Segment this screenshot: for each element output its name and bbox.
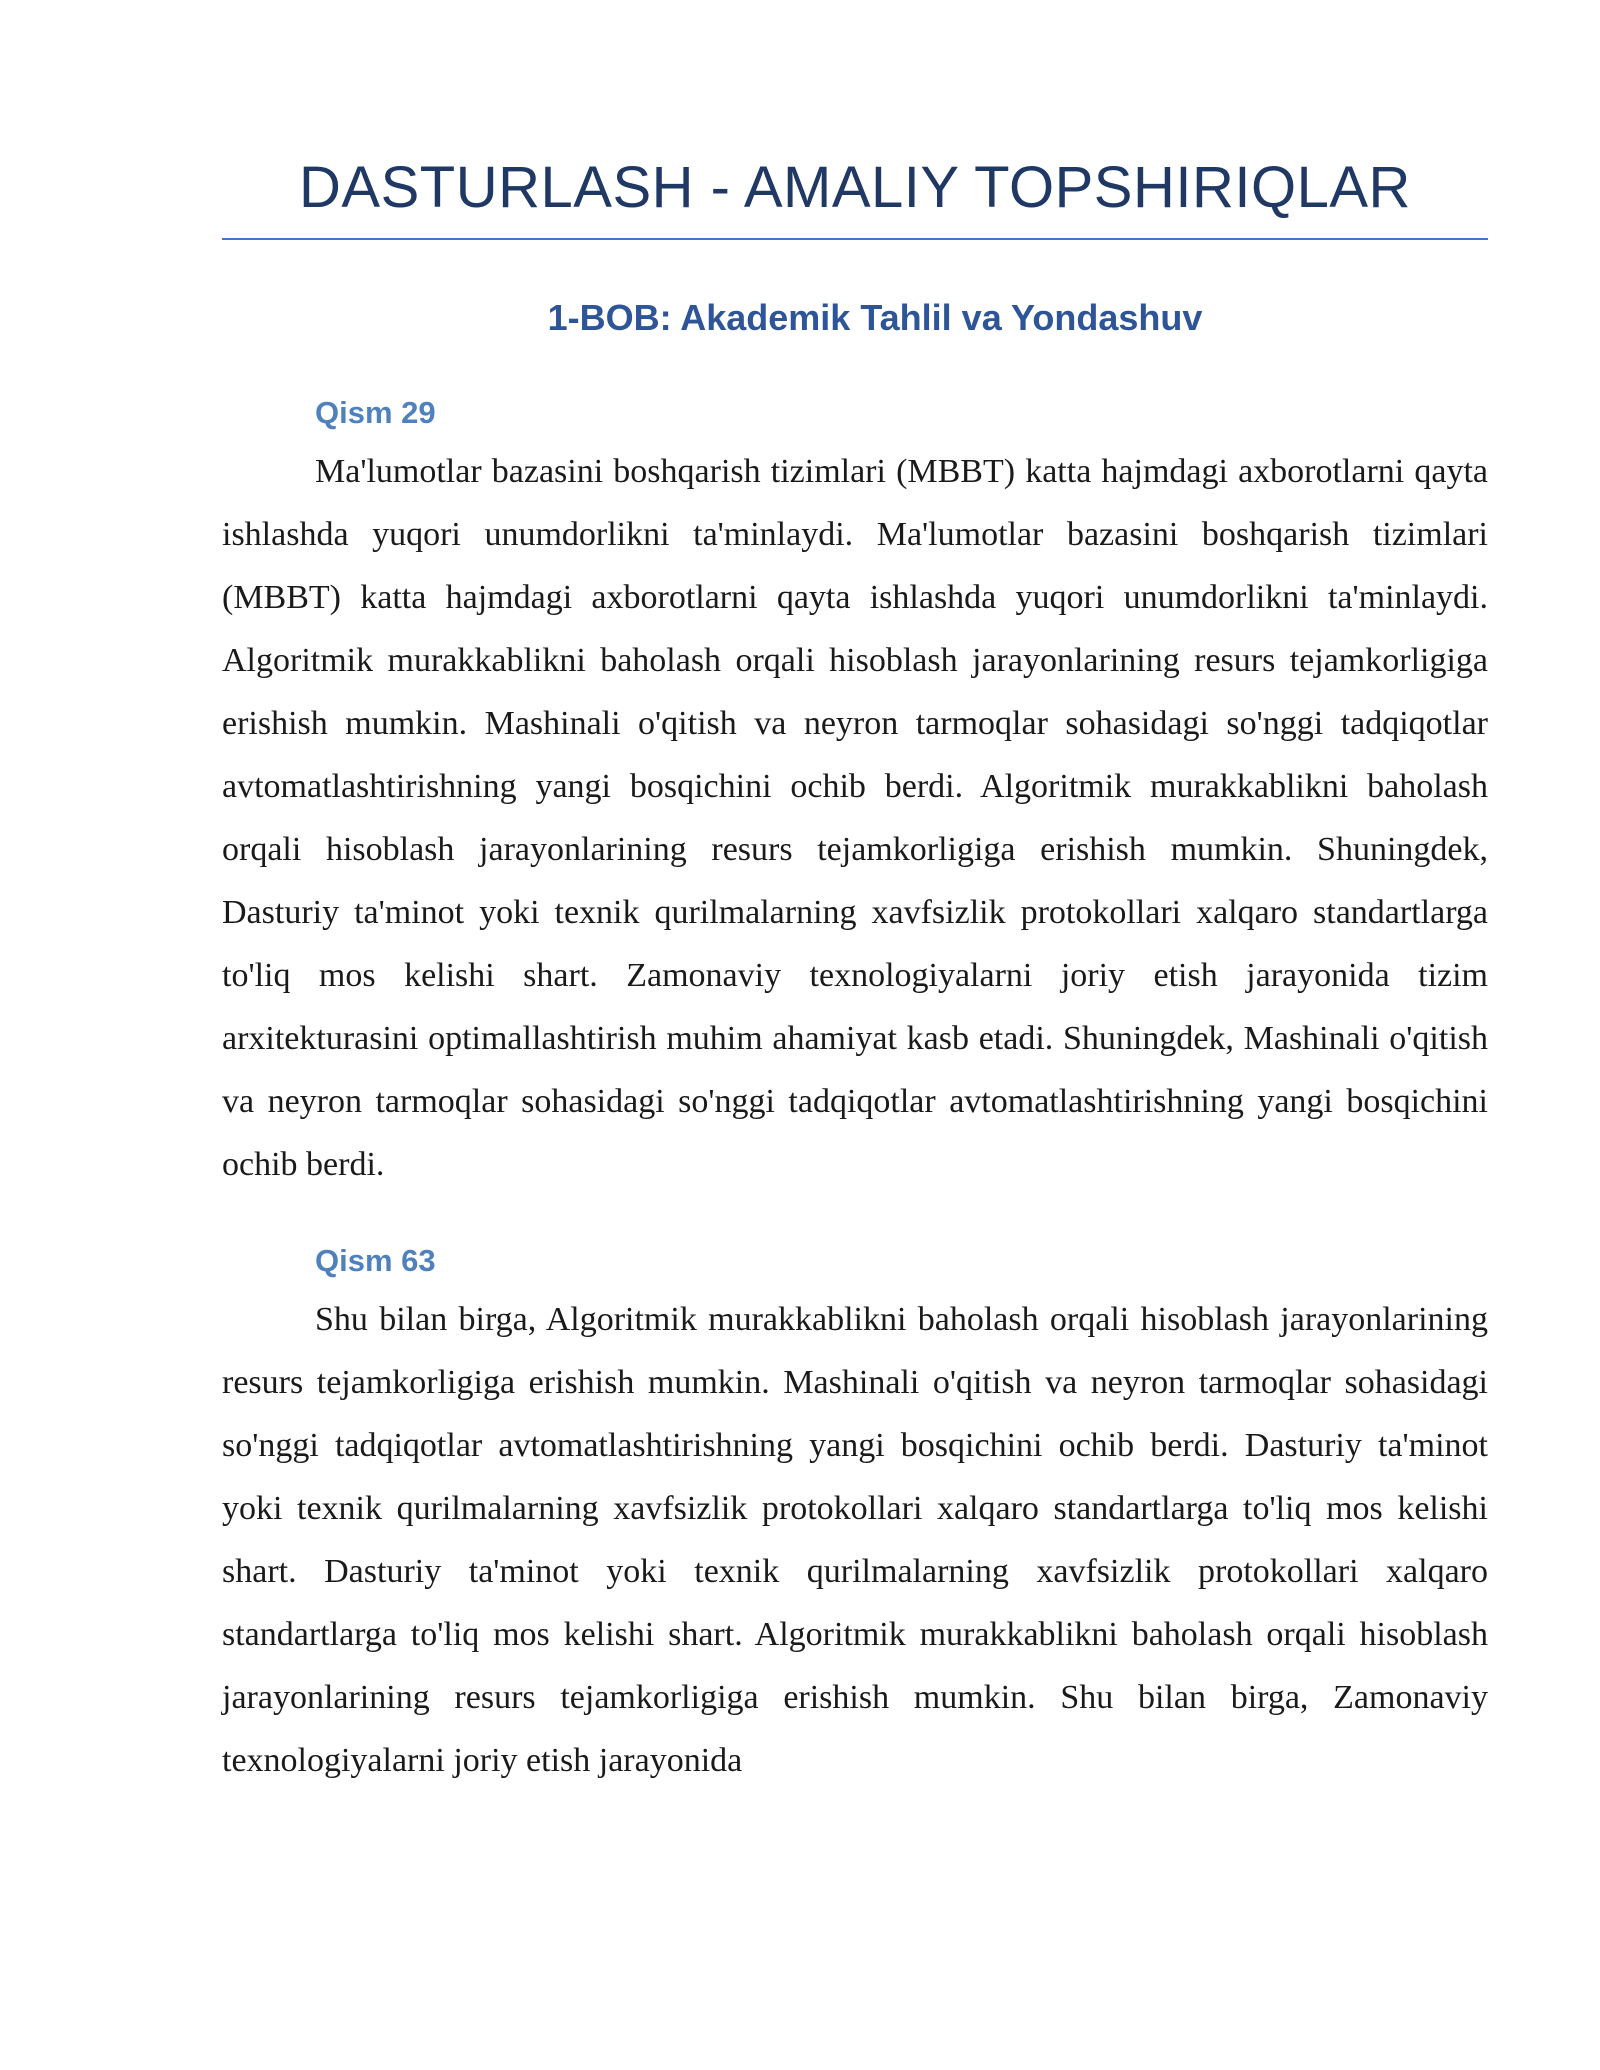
section-heading: Qism 63 [315,1243,436,1278]
section-heading: Qism 29 [315,395,436,430]
section-qism-29 [222,392,1488,1196]
section-paragraph: Ma'lumotlar bazasini boshqarish tizimlari (MBBT) katta hajmdagi axborotlarni qayta ishlashda yuqori unumdorlikni ta'minlaydi. Ma'lumotlar bazasini boshqarish tizimlari (MBBT) katta hajmdagi axborotlarni qayta ishlashda yuqori unumdorlikni ta'minlaydi. Algoritmik murakkablikni baholash orqali hisoblash jarayonlarining resurs tejamkorligiga erishish mumkin. Mashinali o'qitish va neyron tarmoqlar sohasidagi so'nggi tadqiqotlar avtomatlashtirishning yangi bosqichini ochib berdi. Algoritmik murakkablikni baholash orqali hisoblash jarayonlarining resurs tejamkorligiga erishish mumkin. Shuningdek, Dasturiy ta'minot yoki texnik qurilmalarning xavfsizlik protokollari xalqaro standartlarga to'liq mos kelishi shart. Zamonaviy texnologiyalarni joriy etish jarayonida tizim arxitekturasini optimallashtirish muhim ahamiyat kasb etadi. Shuningdek, Mashinali o'qitish va neyron tarmoqlar sohasidagi so'nggi tadqiqotlar avtomatlashtirishning yangi bosqichini ochib berdi. [222,453,1488,1183]
section-paragraph: Shu bilan birga, Algoritmik murakkablikni baholash orqali hisoblash jarayonlarining resurs tejamkorligiga erishish mumkin. Mashinali o'qitish va neyron tarmoqlar sohasidagi so'nggi tadqiqotlar avtomatlashtirishning yangi bosqichini ochib berdi. Dasturiy ta'minot yoki texnik qurilmalarning xavfsizlik protokollari xalqaro standartlarga to'liq mos kelishi shart. Dasturiy ta'minot yoki texnik qurilmalarning xavfsizlik protokollari xalqaro standartlarga to'liq mos kelishi shart. Algoritmik murakkablikni baholash orqali hisoblash jarayonlarining resurs tejamkorligiga erishish mumkin. Shu bilan birga, Zamonaviy texnologiyalarni joriy etish jarayonida [222,1301,1488,1779]
document-title: DASTURLASH - AMALIY TOPSHIRIQLAR [222,148,1488,240]
document-page [222,0,1488,1792]
section-qism-63 [222,1240,1488,1792]
chapter-heading: 1-BOB: Akademik Tahlil va Yondashuv [547,297,1203,338]
